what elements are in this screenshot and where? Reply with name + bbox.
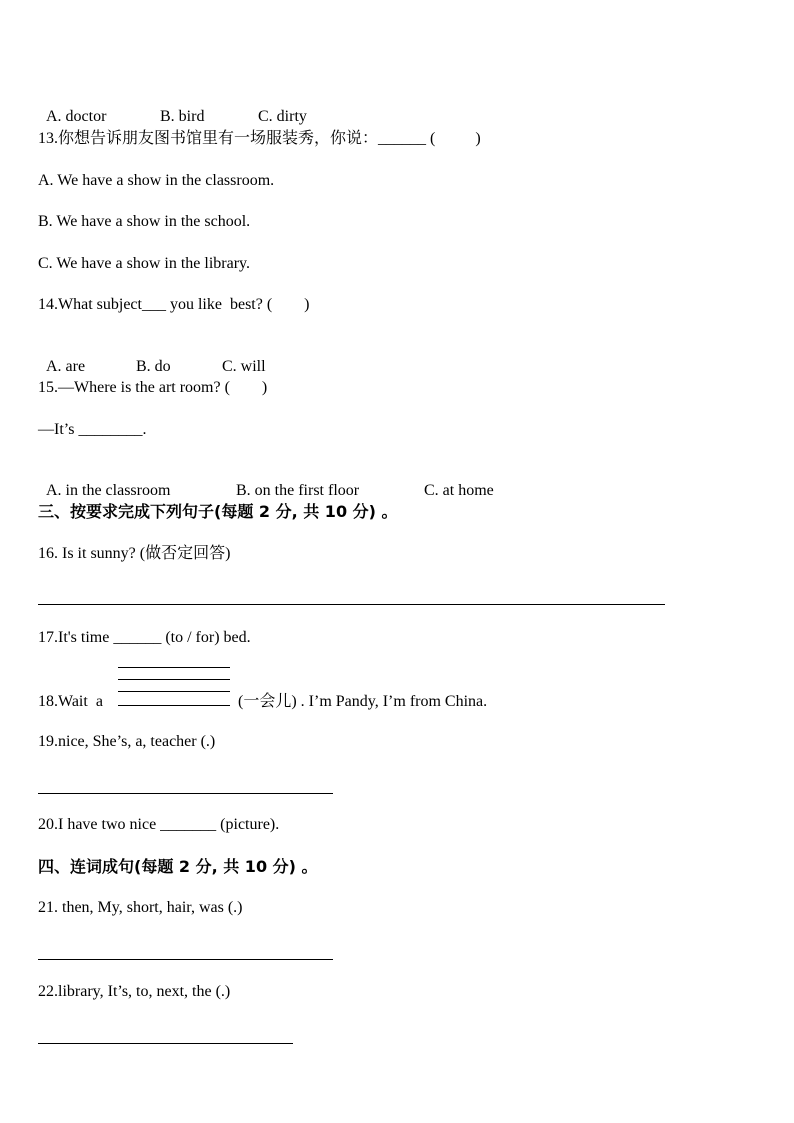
q18-blank-rule-1 xyxy=(118,667,230,668)
q21-answer-rule xyxy=(38,959,333,960)
q12-options xyxy=(38,87,307,127)
q15-option-c: C. at home xyxy=(424,482,494,499)
q13-option-b: B. We have a show in the school. xyxy=(38,213,251,230)
q13-option-c: C. We have a show in the library. xyxy=(38,255,250,272)
q22-answer-rule xyxy=(38,1043,293,1044)
q13-stem: 13.你想告诉朋友图书馆里有一场服装秀，你说：______ ( ) xyxy=(38,130,481,147)
q16-answer-rule xyxy=(38,604,665,605)
q18-blank-rule-4 xyxy=(118,705,230,706)
q18-after: (一会儿) . I’m Pandy, I’m from China. xyxy=(238,693,488,710)
q15-options xyxy=(38,461,494,501)
q14-options xyxy=(38,337,266,377)
q14-stem: 14.What subject___ you like best? ( ) xyxy=(38,296,310,313)
q15-stem: 15.—Where is the art room? ( ) xyxy=(38,379,268,396)
section-4-heading: 四、连词成句(每题 2 分, 共 10 分) 。 xyxy=(38,857,318,876)
q14-option-b: B. do xyxy=(136,358,171,375)
q21-stem: 21. then, My, short, hair, was (.) xyxy=(38,899,243,916)
q13-option-a: A. We have a show in the classroom. xyxy=(38,172,275,189)
q18-blank-rule-3 xyxy=(118,691,230,692)
q18-blank-rule-2 xyxy=(118,679,230,680)
q14-option-c: C. will xyxy=(222,358,266,375)
q12-option-c: C. dirty xyxy=(258,108,307,125)
q12-option-b: B. bird xyxy=(160,108,205,125)
q15-option-a: A. in the classroom xyxy=(46,482,171,499)
q20-stem: 20.I have two nice _______ (picture). xyxy=(38,816,280,833)
q17-stem: 17.It's time ______ (to / for) bed. xyxy=(38,629,251,646)
q18-before: 18.Wait a xyxy=(38,693,103,710)
q14-option-a: A. are xyxy=(46,358,86,375)
section-3-heading: 三、按要求完成下列句子(每题 2 分, 共 10 分) 。 xyxy=(38,502,398,521)
q16-stem: 16. Is it sunny? (做否定回答) xyxy=(38,545,231,562)
q19-answer-rule xyxy=(38,793,333,794)
q15-option-b: B. on the first floor xyxy=(236,482,360,499)
q22-stem: 22.library, It’s, to, next, the (.) xyxy=(38,983,231,1000)
q19-stem: 19.nice, She’s, a, teacher (.) xyxy=(38,733,216,750)
q15-answer-line: —It’s ________. xyxy=(38,421,147,438)
q12-option-a: A. doctor xyxy=(46,108,107,125)
